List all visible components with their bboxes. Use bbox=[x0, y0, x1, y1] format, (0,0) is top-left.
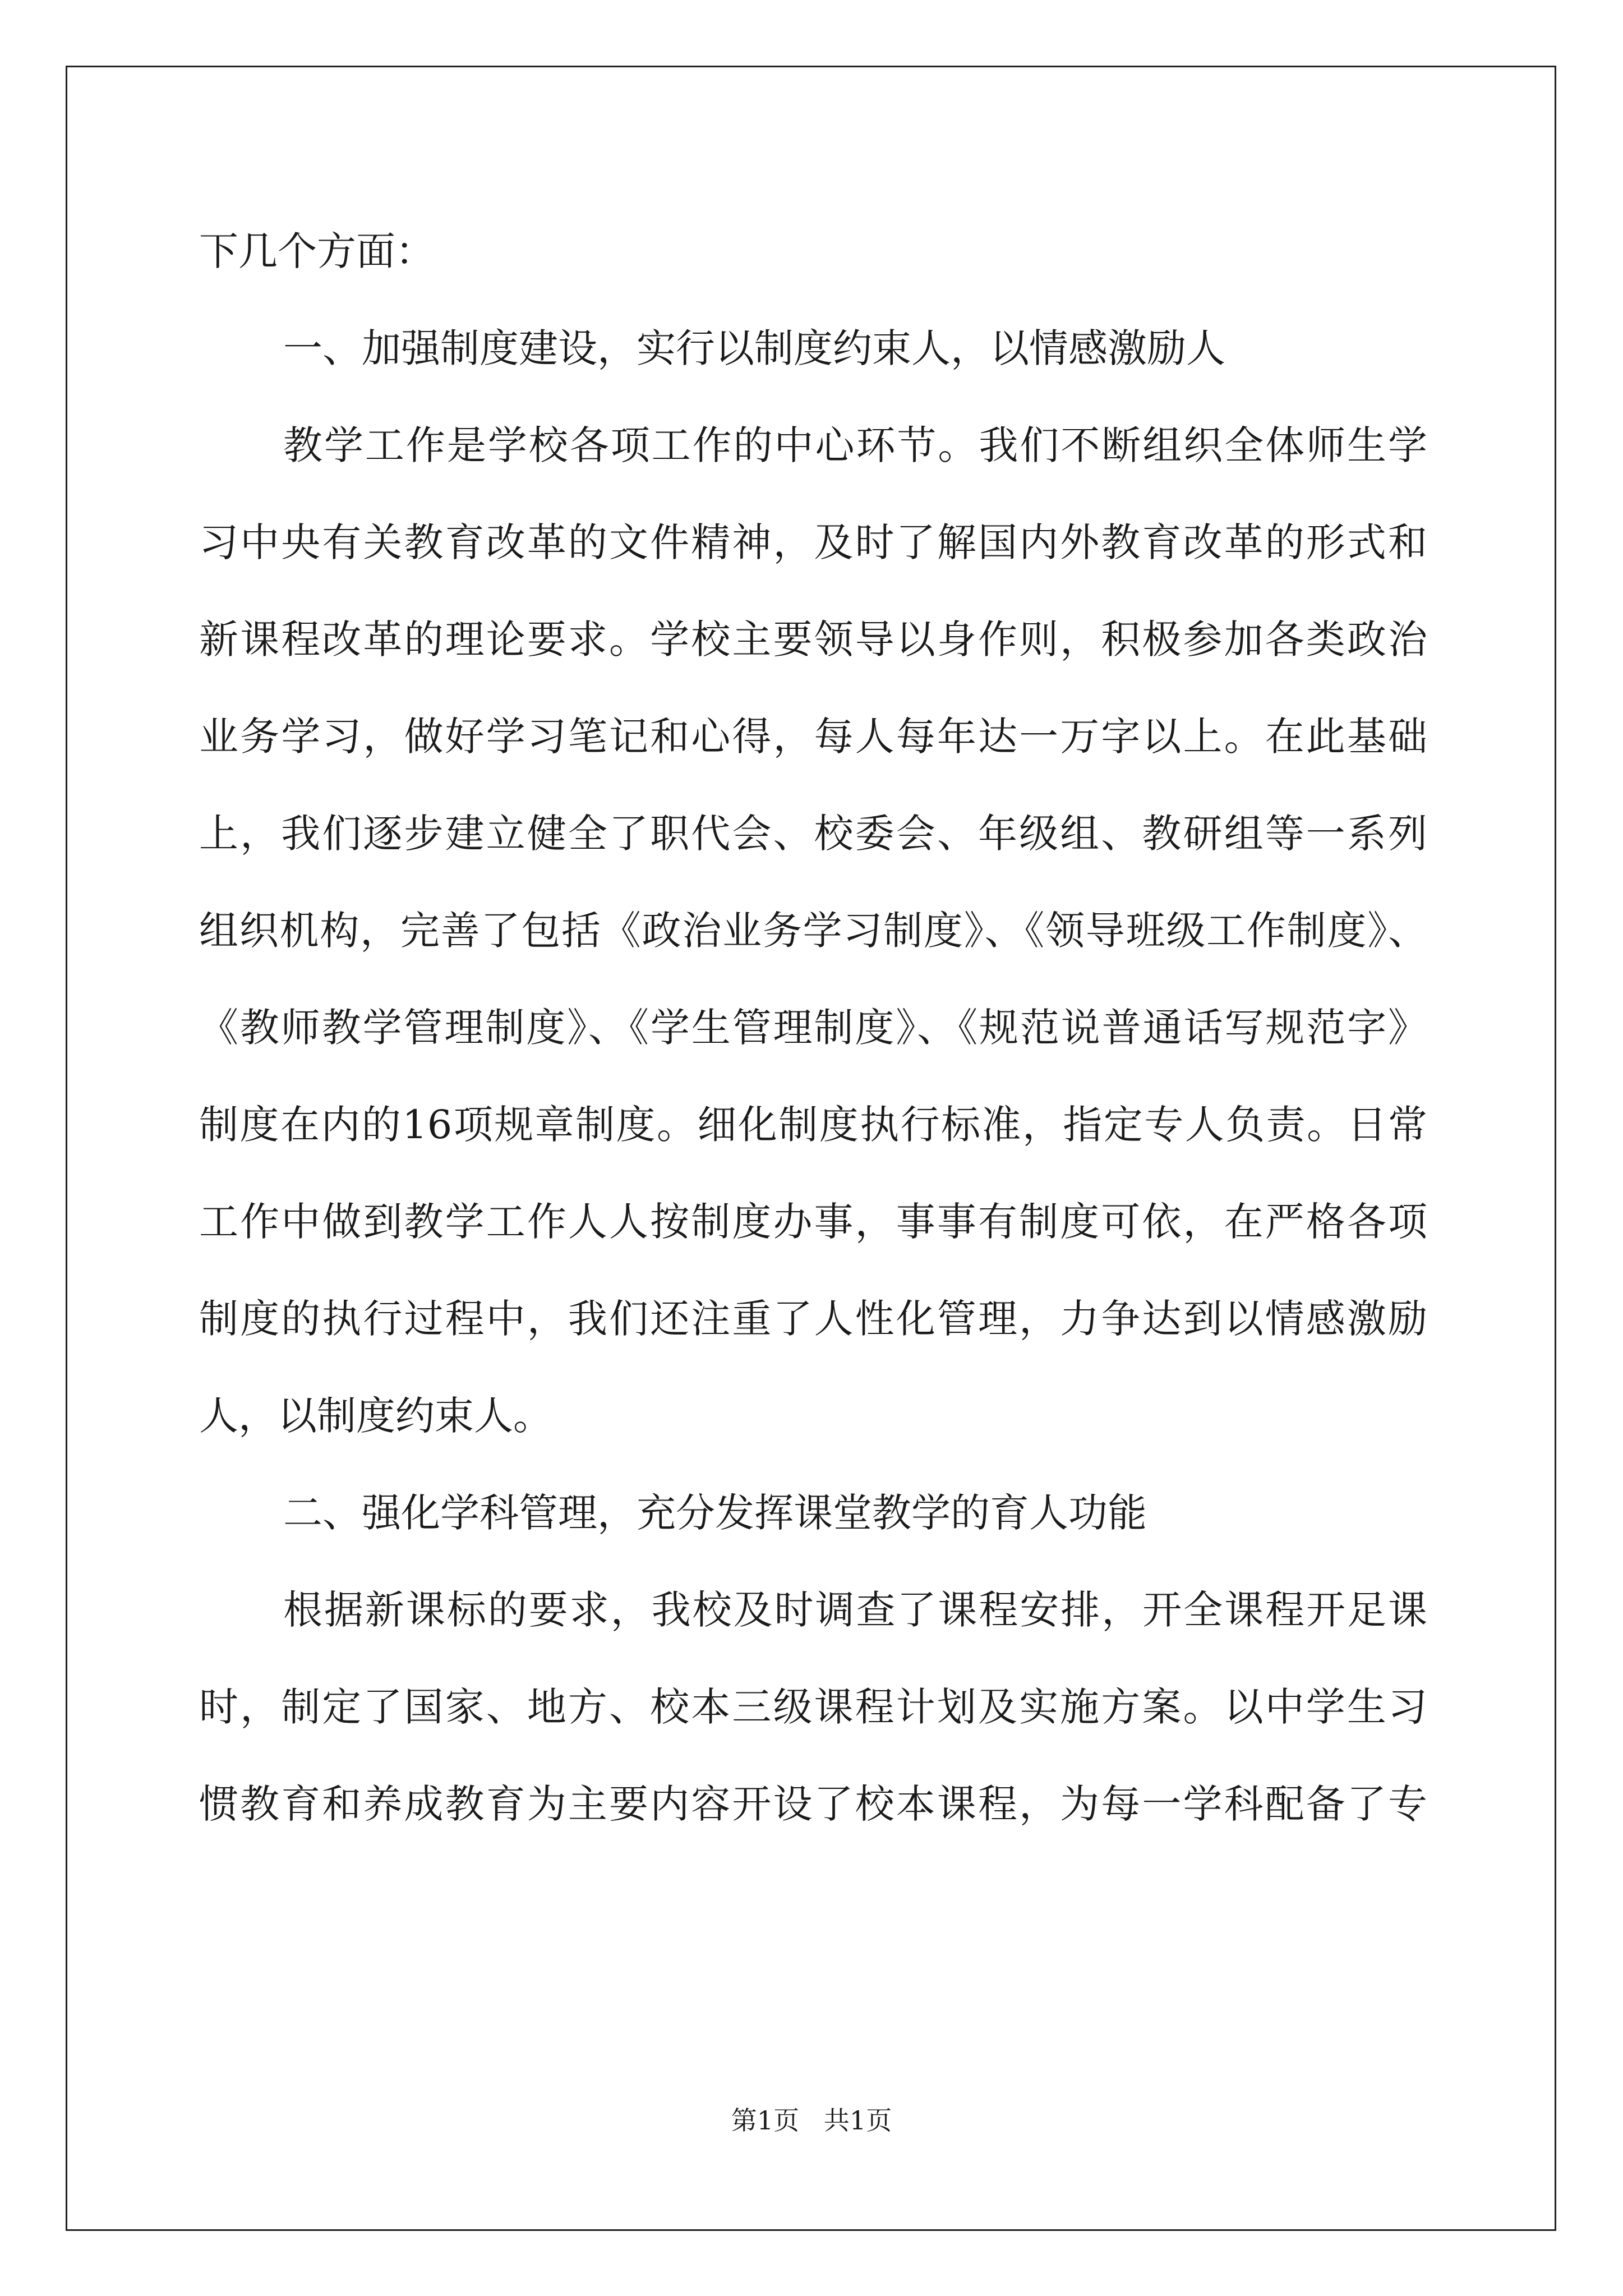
text-line: 根据新课标的要求，我校及时调查了课程安排，开全课程开足课 bbox=[283, 1587, 1427, 1633]
text-line: 组织机构，完善了包括《政治业务学习制度》、《领导班级工作制度》、 bbox=[199, 908, 1427, 954]
text-line: 惯教育和养成教育为主要内容开设了校本课程，为每一学科配备了专 bbox=[199, 1781, 1427, 1827]
text-line: 教学工作是学校各项工作的中心环节。我们不断组织全体师生学 bbox=[283, 422, 1427, 468]
text-line: 新课程改革的理论要求。学校主要领导以身作则，积极参加各类政治 bbox=[199, 616, 1427, 662]
text-line: 《教师教学管理制度》、《学生管理制度》、《规范说普通话写规范字》 bbox=[199, 1005, 1427, 1051]
text-line: 上，我们逐步建立健全了职代会、校委会、年级组、教研组等一系列 bbox=[199, 811, 1427, 857]
text-line: 工作中做到教学工作人人按制度办事，事事有制度可依，在严格各项 bbox=[199, 1199, 1427, 1245]
text-line: 下几个方面： bbox=[199, 228, 435, 274]
document-body bbox=[199, 223, 1427, 1873]
text-line: 人，以制度约束人。 bbox=[199, 1393, 552, 1439]
text-line: 制度的执行过程中，我们还注重了人性化管理，力争达到以情感激励 bbox=[199, 1296, 1427, 1342]
text-line: 时，制定了国家、地方、校本三级课程计划及实施方案。以中学生习 bbox=[199, 1684, 1427, 1730]
text-line: 一、加强制度建设，实行以制度约束人，以情感激励人 bbox=[283, 325, 1225, 371]
page-footer: 第1页 共1页 bbox=[731, 2105, 892, 2136]
text-line: 二、强化学科管理，充分发挥课堂教学的育人功能 bbox=[283, 1490, 1147, 1536]
text-line: 习中央有关教育改革的文件精神，及时了解国内外教育改革的形式和 bbox=[199, 519, 1427, 565]
text-line: 制度在内的16项规章制度。细化制度执行标准，指定专人负责。日常 bbox=[199, 1102, 1427, 1148]
text-line: 业务学习，做好学习笔记和心得，每人每年达一万字以上。在此基础 bbox=[199, 714, 1427, 760]
